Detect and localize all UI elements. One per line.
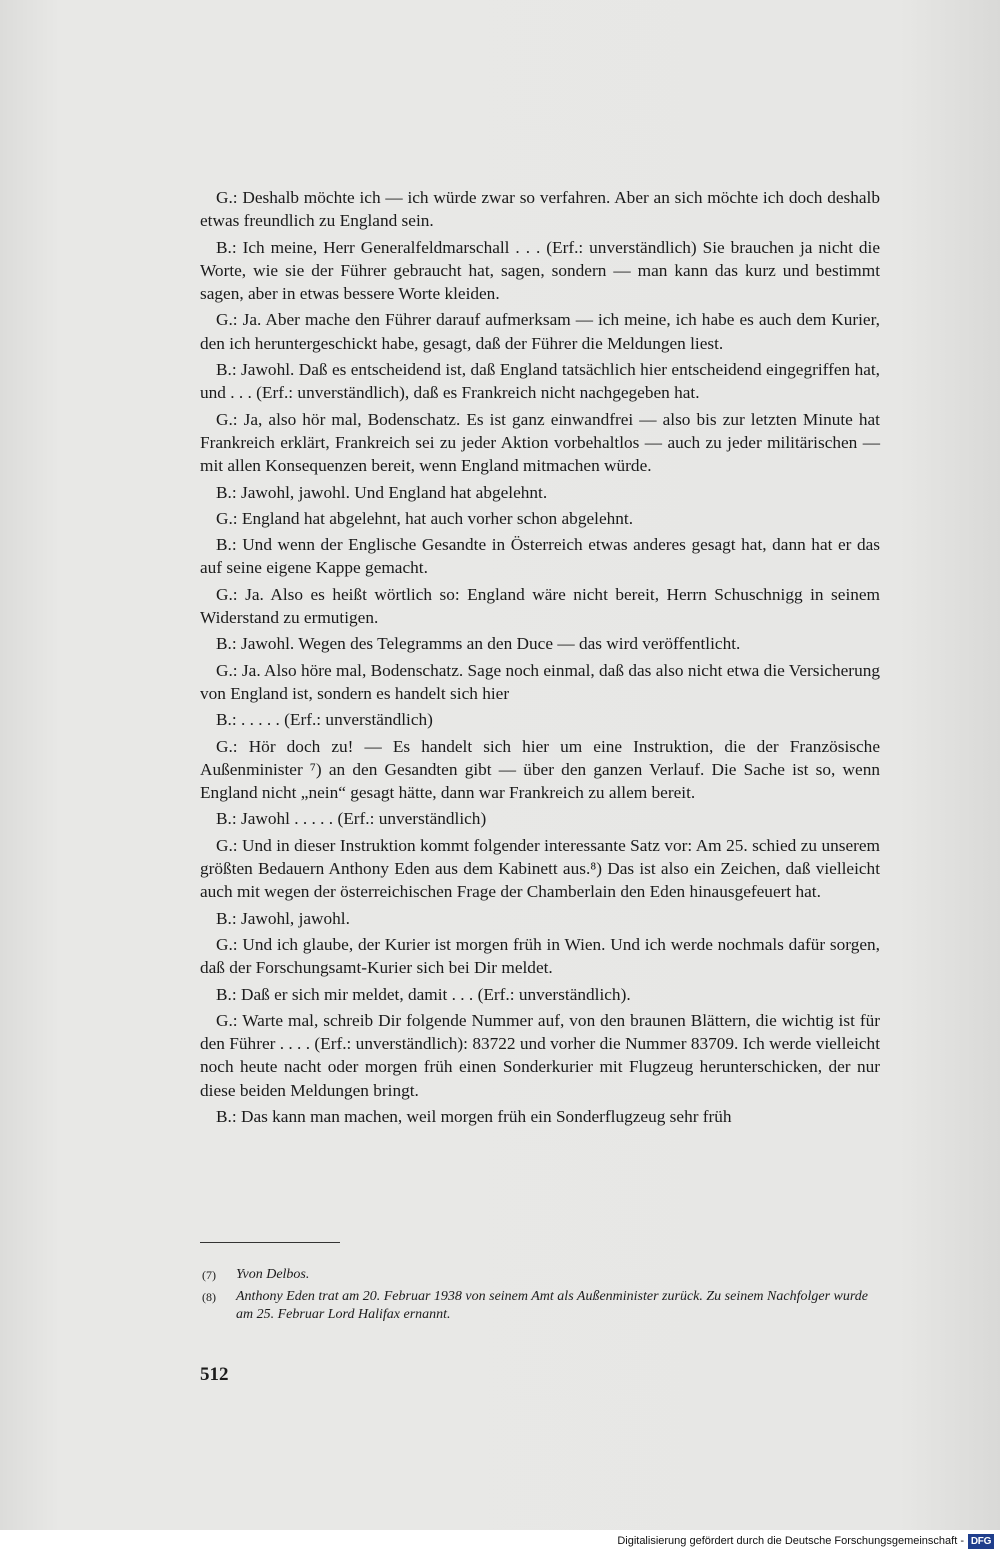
- footnote-8: [200, 1288, 880, 1324]
- paragraph-13: G.: Hör doch zu! — Es handelt sich hier um eine Instruktion, die der Französische Außenminister ⁷) an den Gesandten gibt — über den ganzen Verlauf. Die Sache ist so, wenn England nicht „nein“ gesagt hätte, dann war Frankreich zu allem bereit.: [200, 736, 880, 803]
- paragraph-6: B.: Jawohl, jawohl. Und England hat abgelehnt.: [216, 482, 548, 502]
- paragraph-1: G.: Deshalb möchte ich — ich würde zwar so verfahren. Aber an sich möchte ich doch deshalb etwas freundlich zu England sein.: [200, 188, 880, 231]
- paragraph-18: B.: Daß er sich mir meldet, damit . . . (Erf.: unverständlich).: [216, 984, 631, 1004]
- paragraph-2: B.: Ich meine, Herr Generalfeldmarschall . . . (Erf.: unverständlich) Sie brauchen ja nicht die Worte, wie sie der Führer gebraucht hat, sagen, sondern — man kann das kurz und bestimmt sagen, aber in etwas bessere Worte kleiden.: [200, 237, 880, 304]
- paragraph-11: G.: Ja. Also höre mal, Bodenschatz. Sage noch einmal, daß das also nicht etwa die Versicherung von England ist, sondern es handelt sich hier: [200, 660, 880, 703]
- paragraph-9: G.: Ja. Also es heißt wörtlich so: England wäre nicht bereit, Herrn Schuschnigg in seinem Widerstand zu ermutigen.: [200, 584, 880, 628]
- paragraph-20: B.: Das kann man machen, weil morgen früh ein Sonderflugzeug sehr früh: [216, 1106, 732, 1126]
- paragraph-17: G.: Und ich glaube, der Kurier ist morgen früh in Wien. Und ich werde nochmals dafür sorgen, daß der Forschungsamt-Kurier sich bei Dir meldet.: [200, 934, 880, 978]
- digitization-banner: [0, 1530, 1000, 1554]
- paragraph-12: B.: . . . . . (Erf.: unverständlich): [216, 710, 433, 730]
- paragraph-19: G.: Warte mal, schreib Dir folgende Nummer auf, von den braunen Blättern, die wichtig ist für den Führer . . . . (Erf.: unverständlich): 83722 und vorher die Nummer 83709. Ich werde vielleicht noch heute nacht oder morgen früh einen Sonderkurier mit Flugzeug herunterschicken, der nur diese beiden Meldungen bringt.: [200, 1010, 880, 1100]
- dfg-logo-icon: DFG: [968, 1534, 994, 1549]
- footnote-number: (7): [202, 1268, 216, 1282]
- footnote-text: Anthony Eden trat am 20. Februar 1938 von seinem Amt als Außenminister zurück. Zu seinem Nachfolger wurde am 25. Februar Lord Halifax ernannt.: [236, 1289, 869, 1322]
- paragraph-8: B.: Und wenn der Englische Gesandte in Österreich etwas anderes gesagt hat, dann hat er das auf seine eigene Kappe gemacht.: [200, 535, 880, 578]
- footnote-text: Yvon Delbos.: [236, 1267, 310, 1282]
- paragraph-4: B.: Jawohl. Daß es entscheidend ist, daß England tatsächlich hier entscheidend eingegriffen hat, und . . . (Erf.: unverständlich), daß es Frankreich nicht nachgegeben hat.: [200, 360, 880, 403]
- paragraph-7: G.: England hat abgelehnt, hat auch vorher schon abgelehnt.: [216, 508, 634, 528]
- footnotes: [200, 1266, 880, 1328]
- paragraph-3: G.: Ja. Aber mache den Führer darauf aufmerksam — ich meine, ich habe es auch dem Kurier, den ich heruntergeschickt habe, gesagt, daß der Führer die Meldungen liest.: [200, 310, 880, 353]
- footnote-7: [200, 1266, 880, 1284]
- transcript-body: [200, 186, 880, 1131]
- page-number: 512: [200, 1364, 229, 1385]
- paragraph-14: B.: Jawohl . . . . . (Erf.: unverständlich): [216, 809, 487, 829]
- footnote-number: (8): [202, 1290, 216, 1304]
- banner-text: Digitalisierung gefördert durch die Deutsche Forschungsgemeinschaft -: [617, 1535, 964, 1547]
- paragraph-10: B.: Jawohl. Wegen des Telegramms an den Duce — das wird veröffentlicht.: [216, 634, 741, 654]
- footnote-divider: [200, 1242, 340, 1243]
- paragraph-15: G.: Und in dieser Instruktion kommt folgender interessante Satz vor: Am 25. schied zu unserem größten Bedauern Anthony Eden aus dem Kabinett aus.⁸) Das ist also ein Zeichen, daß vielleicht auch mit wegen der österreichischen Frage der Chamberlain den Eden hinausgefeuert hat.: [200, 835, 880, 902]
- paragraph-16: B.: Jawohl, jawohl.: [216, 908, 350, 928]
- paragraph-5: G.: Ja, also hör mal, Bodenschatz. Es ist ganz einwandfrei — also bis zur letzten Minute hat Frankreich erklärt, Frankreich sei zu jeder Aktion vorbehaltlos — auch zu jeder militärischen — mit allen Konsequenzen bereit, wenn England mitmachen würde.: [200, 409, 880, 476]
